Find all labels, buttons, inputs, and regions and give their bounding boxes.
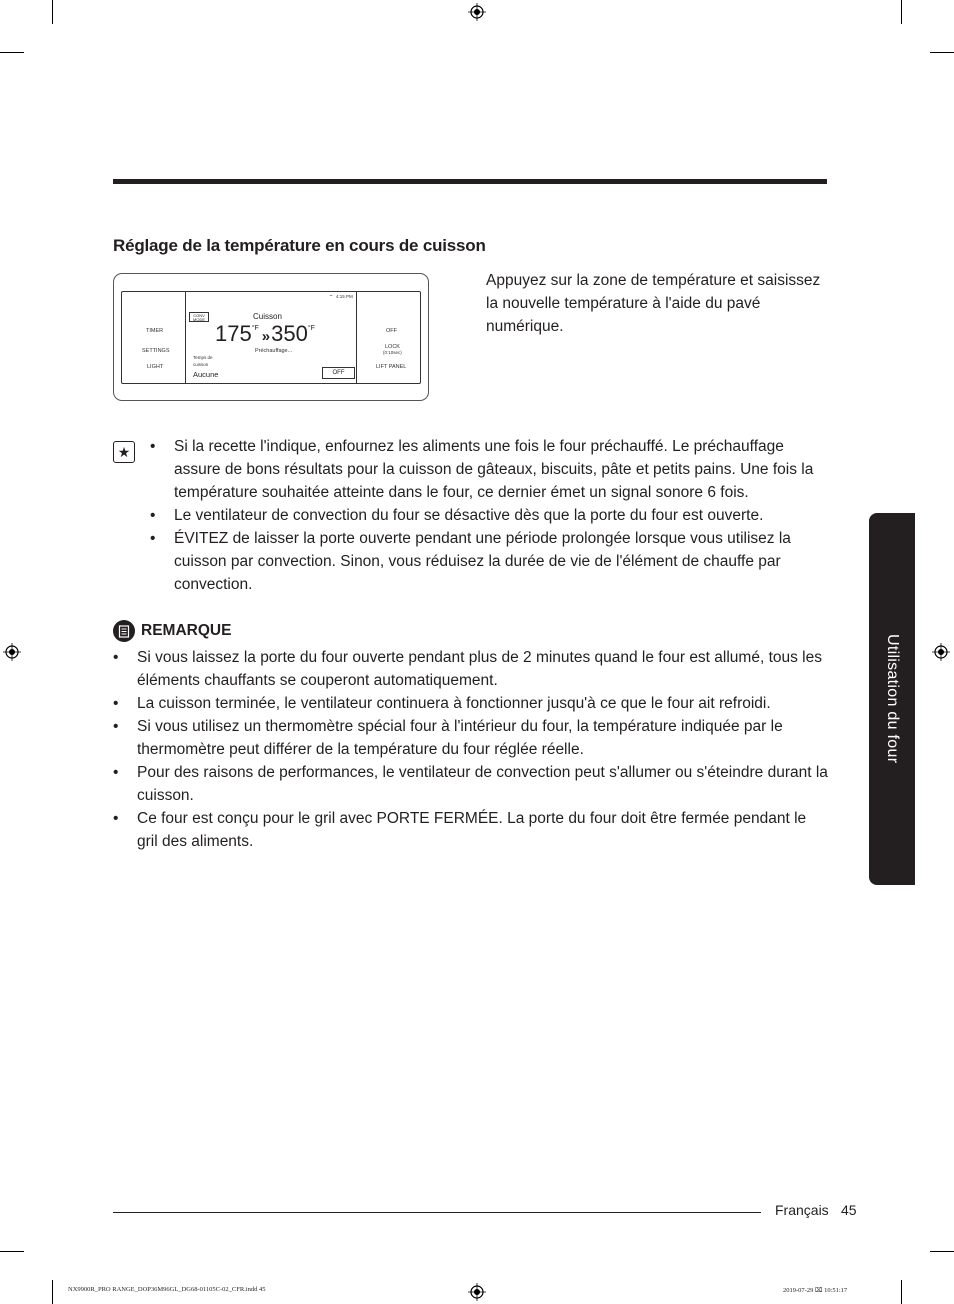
- star-icon: ★: [113, 441, 135, 463]
- registration-mark-icon: [3, 643, 21, 661]
- list-item: • Si vous laissez la porte du four ouverte pendant plus de 2 minutes quand le four est allumé, tous les éléments chauffants se couperont automatiquement.: [113, 646, 831, 692]
- light-button[interactable]: LIGHT: [147, 364, 164, 370]
- crop-mark: [901, 0, 902, 24]
- temperature-unit: °F: [251, 325, 259, 332]
- chapter-tab-text: Utilisation du four: [884, 634, 901, 764]
- footer-language: Français: [775, 1202, 829, 1218]
- mode-label: Cuisson: [253, 312, 282, 321]
- print-slug-date: 2019-07-29 ⌧ 10:51:17: [783, 1287, 848, 1294]
- registration-mark-icon: [932, 643, 950, 661]
- timer-button[interactable]: TIMER: [146, 328, 164, 334]
- print-slug-file: NX9900R_PRO RANGE_DOP36M96GL_DG68-01105C-02_CFR.indd 45: [68, 1286, 266, 1293]
- panel-off-button[interactable]: [322, 367, 355, 379]
- conv-mode-badge: [189, 312, 209, 322]
- registration-mark-icon: [468, 1283, 486, 1301]
- cook-time-value: Aucune: [193, 370, 219, 379]
- list-item: • La cuisson terminée, le ventilateur continuera à fonctionner jusqu'à ce que le four ait refroidi.: [113, 692, 831, 715]
- list-item: • Ce four est conçu pour le gril avec PORTE FERMÉE. La porte du four doit être fermée pendant le gril des aliments.: [113, 807, 831, 853]
- list-item: • Le ventilateur de convection du four se désactive dès que la porte du four est ouverte.: [150, 504, 830, 527]
- note-icon: [113, 620, 135, 642]
- note-heading-text: REMARQUE: [141, 622, 232, 639]
- cook-time-label: cuisson: [193, 362, 209, 367]
- crop-mark: [0, 52, 24, 53]
- lock-duration: (0:10sec): [383, 350, 402, 355]
- section-title: Réglage de la température en cours de cuisson: [113, 236, 486, 255]
- crop-mark: [52, 0, 53, 24]
- note-heading: [113, 620, 231, 642]
- preheat-status: Préchauffage...: [255, 348, 293, 354]
- chapter-tab-label: [869, 513, 915, 885]
- conv-mode-badge-line1: CONV: [193, 312, 205, 318]
- temperature-display[interactable]: [215, 321, 315, 350]
- page-number: 45: [841, 1202, 857, 1218]
- crop-mark: [901, 1280, 902, 1304]
- list-item: • Pour des raisons de performances, le ventilateur de convection peut s'allumer ou s'éteindre durant la cuisson.: [113, 761, 831, 807]
- footer-rule: [113, 1212, 761, 1213]
- conv-mode-badge-line2: MODE: [193, 317, 205, 322]
- note-list: [113, 646, 831, 853]
- crop-mark: [52, 1280, 53, 1304]
- off-button[interactable]: OFF: [386, 328, 397, 334]
- crop-mark: [930, 52, 954, 53]
- settings-button[interactable]: SETTINGS: [142, 348, 170, 354]
- temperature-unit: °F: [307, 325, 315, 332]
- tips-list: [150, 435, 830, 596]
- cook-time-label: Temps de: [193, 355, 213, 360]
- section-description: Appuyez sur la zone de température et saisissez la nouvelle température à l'aide du pavé numérique.: [486, 272, 821, 335]
- lift-panel-button[interactable]: LIFT PANEL: [376, 364, 407, 370]
- current-temperature: 175: [215, 321, 252, 346]
- panel-off-button-label: OFF: [332, 370, 345, 376]
- target-temperature: 350: [271, 321, 308, 346]
- crop-mark: [0, 1251, 24, 1252]
- registration-mark-icon: [468, 3, 486, 21]
- lock-button[interactable]: LOCK: [385, 344, 400, 350]
- list-item: • ÉVITEZ de laisser la porte ouverte pendant une période prolongée lorsque vous utilisez la cuisson par convection. Sinon, vous réduisez la durée de vie de l'élément de chauffe par convection.: [150, 527, 830, 596]
- crop-mark: [930, 1251, 954, 1252]
- list-item: • Si la recette l'indique, enfournez les aliments une fois le four préchauffé. Le préchauffage assure de bons résultats pour la cuisson de gâteaux, biscuits, pâte et petits pains. Une fois la température souhaitée atteinte dans le four, ce dernier émet un signal sonore 6 fois.: [150, 435, 830, 504]
- arrow-right-icon: »: [261, 328, 271, 345]
- list-item: • Si vous utilisez un thermomètre spécial four à l'intérieur du four, la température indiquée par le thermomètre peut différer de la température du four réglée réelle.: [113, 715, 831, 761]
- wifi-icon: ⌔: [329, 294, 334, 299]
- status-time: 4:15 PM: [336, 294, 353, 299]
- header-rule: [113, 179, 827, 184]
